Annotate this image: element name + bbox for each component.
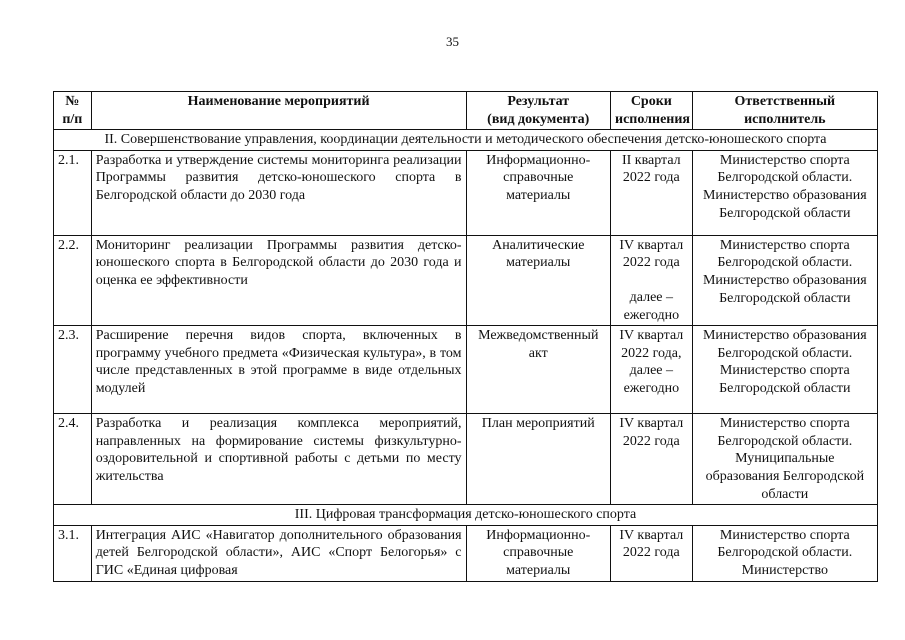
header-num-line: п/п xyxy=(62,111,83,127)
row-result: План мероприятий xyxy=(466,414,610,505)
header-term xyxy=(611,92,693,130)
row-name: Разработка и реализация комплекса мероприятий, направленных на формирование системы физкультурно-оздоровительной и спортивной работы с детьми по месту жительства xyxy=(91,414,466,505)
row-name: Расширение перечня видов спорта, включенных в программу учебного предмета «Физическая культура», в том числе представленных в этой программе в виде отдельных модулей xyxy=(91,326,466,414)
row-term: II квартал 2022 года xyxy=(611,150,693,235)
header-result-line: (вид документа) xyxy=(487,111,590,127)
header-name: Наименование мероприятий xyxy=(91,92,466,130)
row-num: 2.3. xyxy=(54,326,92,414)
row-term: IV квартал 2022 года, далее – ежегодно xyxy=(611,326,693,414)
row-num: 2.1. xyxy=(54,150,92,235)
row-name: Мониторинг реализации Программы развития детско-юношеского спорта в Белгородской области до 2030 года и оценка ее эффективности xyxy=(91,235,466,325)
row-term-main: IV квартал 2022 года xyxy=(619,237,684,271)
row-name: Интеграция АИС «Навигатор дополнительного образования детей Белгородской области», АИС «Спорт Белогорья» с ГИС «Единая цифровая xyxy=(91,525,466,581)
table-row xyxy=(54,326,878,414)
header-term-line: исполнения xyxy=(615,111,691,127)
page-number: 35 xyxy=(446,34,459,49)
row-responsible: Министерство спорта Белгородской области. Министерство образования Белгородской области xyxy=(692,235,877,325)
row-name: Разработка и утверждение системы мониторинга реализации Программы развития детско-юношеского спорта в Белгородской области до 2030 года xyxy=(91,150,466,235)
header-responsible-line: исполнитель xyxy=(744,111,826,127)
table-row xyxy=(54,235,878,325)
header-num xyxy=(54,92,92,130)
row-term-extra: далее – ежегодно xyxy=(623,289,680,323)
row-responsible: Министерство спорта Белгородской области. Министерство xyxy=(692,525,877,581)
row-result: Аналитические материалы xyxy=(466,235,610,325)
header-num-line: № xyxy=(65,94,80,109)
section-row xyxy=(54,505,878,526)
section-title: III. Цифровая трансформация детско-юношеского спорта xyxy=(54,505,878,526)
header-term-line: Сроки xyxy=(630,94,672,109)
row-result: Информационно-справочные материалы xyxy=(466,525,610,581)
table-row xyxy=(54,150,878,235)
row-responsible: Министерство спорта Белгородской области. Муниципальные образования Белгородской области xyxy=(692,414,877,505)
row-num: 2.2. xyxy=(54,235,92,325)
row-term: IV квартал 2022 года xyxy=(611,525,693,581)
header-responsible-line: Ответственный xyxy=(734,94,836,109)
header-responsible xyxy=(692,92,877,130)
row-result: Межведомственный акт xyxy=(466,326,610,414)
row-num: 2.4. xyxy=(54,414,92,505)
row-term xyxy=(611,235,693,325)
row-num: 3.1. xyxy=(54,525,92,581)
row-responsible: Министерство спорта Белгородской области. Министерство образования Белгородской области xyxy=(692,150,877,235)
header-result-line: Результат xyxy=(507,94,570,109)
measures-table xyxy=(53,91,878,582)
table-header-row xyxy=(54,92,878,130)
table-row xyxy=(54,525,878,581)
row-responsible: Министерство образования Белгородской области. Министерство спорта Белгородской области xyxy=(692,326,877,414)
section-row xyxy=(54,130,878,151)
header-result xyxy=(466,92,610,130)
row-term: IV квартал 2022 года xyxy=(611,414,693,505)
section-title: II. Совершенствование управления, координации деятельности и методического обеспечения детско-юношеского спорта xyxy=(54,130,878,151)
row-result: Информационно-справочные материалы xyxy=(466,150,610,235)
table-row xyxy=(54,414,878,505)
